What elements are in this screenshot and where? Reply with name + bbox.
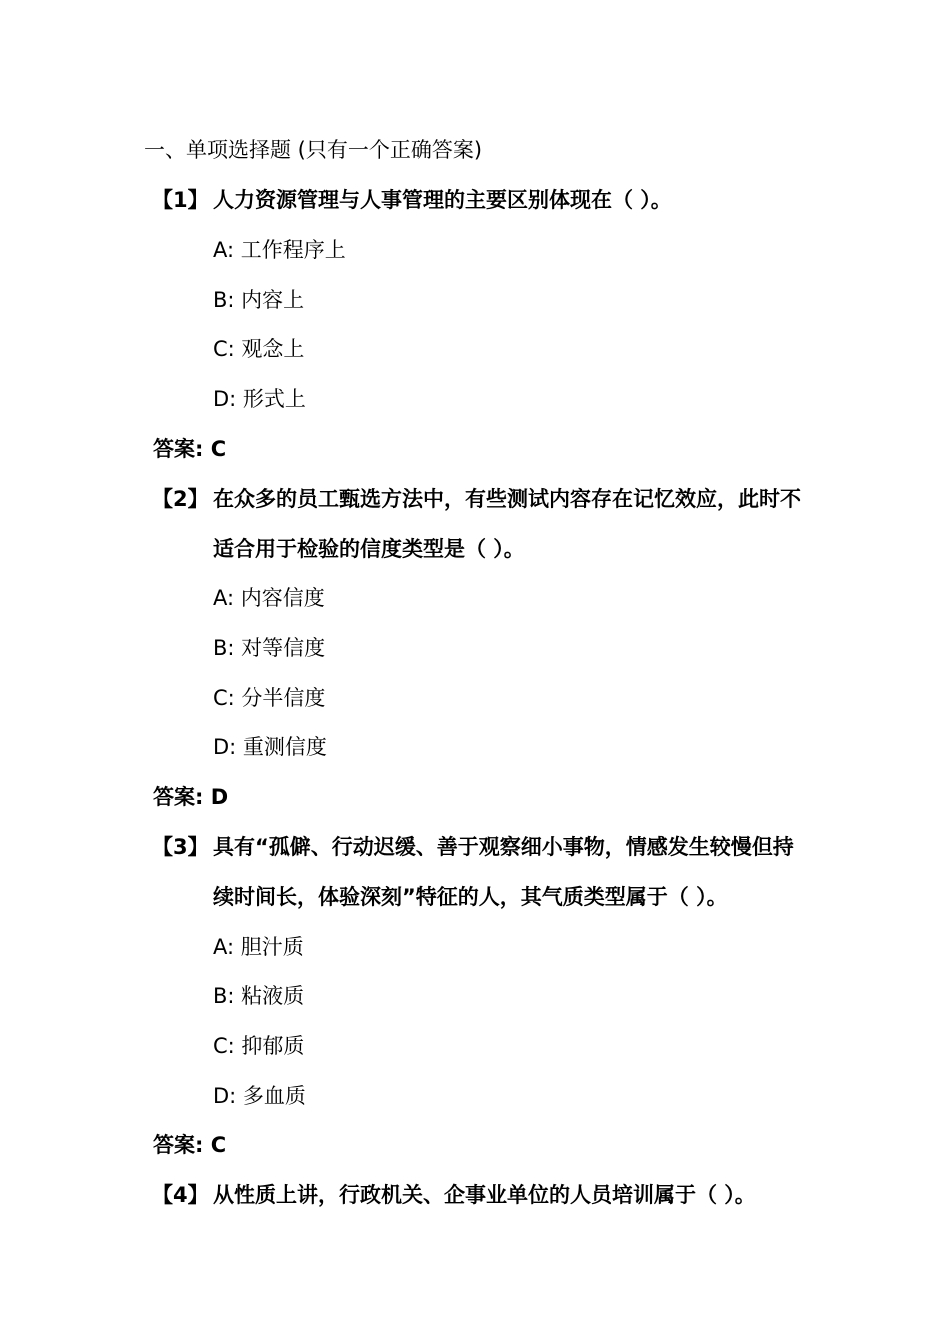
- option-b: B: 粘液质: [213, 984, 305, 1008]
- answer-value: D: [210, 785, 229, 809]
- option-d: D: 重测信度: [213, 735, 327, 759]
- option-c: C: 观念上: [213, 337, 305, 361]
- section-heading: 一、单项选择题 (只有一个正确答案): [144, 138, 483, 162]
- question-text-line-2: 适合用于检验的信度类型是（ ）。: [213, 537, 525, 561]
- option-b: B: 对等信度: [213, 636, 326, 660]
- answer-row: [153, 782, 228, 812]
- option-b: B: 内容上: [213, 288, 305, 312]
- answer-label: 答案:: [153, 1133, 204, 1157]
- answer-row: [153, 434, 226, 464]
- question-number: 【4】: [152, 1183, 209, 1207]
- answer-row: [153, 1130, 226, 1160]
- question-text: 从性质上讲，行政机关、企事业单位的人员培训属于（ ）。: [213, 1183, 756, 1207]
- option-d: D: 形式上: [213, 387, 306, 411]
- answer-label: 答案:: [153, 785, 204, 809]
- option-c: C: 抑郁质: [213, 1034, 305, 1058]
- option-a: A: 胆汁质: [213, 935, 304, 959]
- answer-label: 答案:: [153, 437, 204, 461]
- question-text-line-1: 具有“孤僻、行动迟缓、善于观察细小事物，情感发生较慢但持: [213, 835, 794, 859]
- option-a: A: 工作程序上: [213, 238, 346, 262]
- question-number: 【1】: [152, 188, 209, 212]
- option-d: D: 多血质: [213, 1084, 306, 1108]
- answer-value: C: [210, 437, 227, 461]
- question-number: 【3】: [152, 835, 209, 859]
- option-c: C: 分半信度: [213, 686, 326, 710]
- question-text: 人力资源管理与人事管理的主要区别体现在（ ）。: [213, 188, 672, 212]
- question-number: 【2】: [152, 487, 209, 511]
- question-text-line-2: 续时间长，体验深刻”特征的人，其气质类型属于（ ）。: [213, 885, 728, 909]
- answer-value: C: [210, 1133, 227, 1157]
- question-text-line-1: 在众多的员工甄选方法中，有些测试内容存在记忆效应，此时不: [213, 487, 801, 511]
- option-a: A: 内容信度: [213, 586, 325, 610]
